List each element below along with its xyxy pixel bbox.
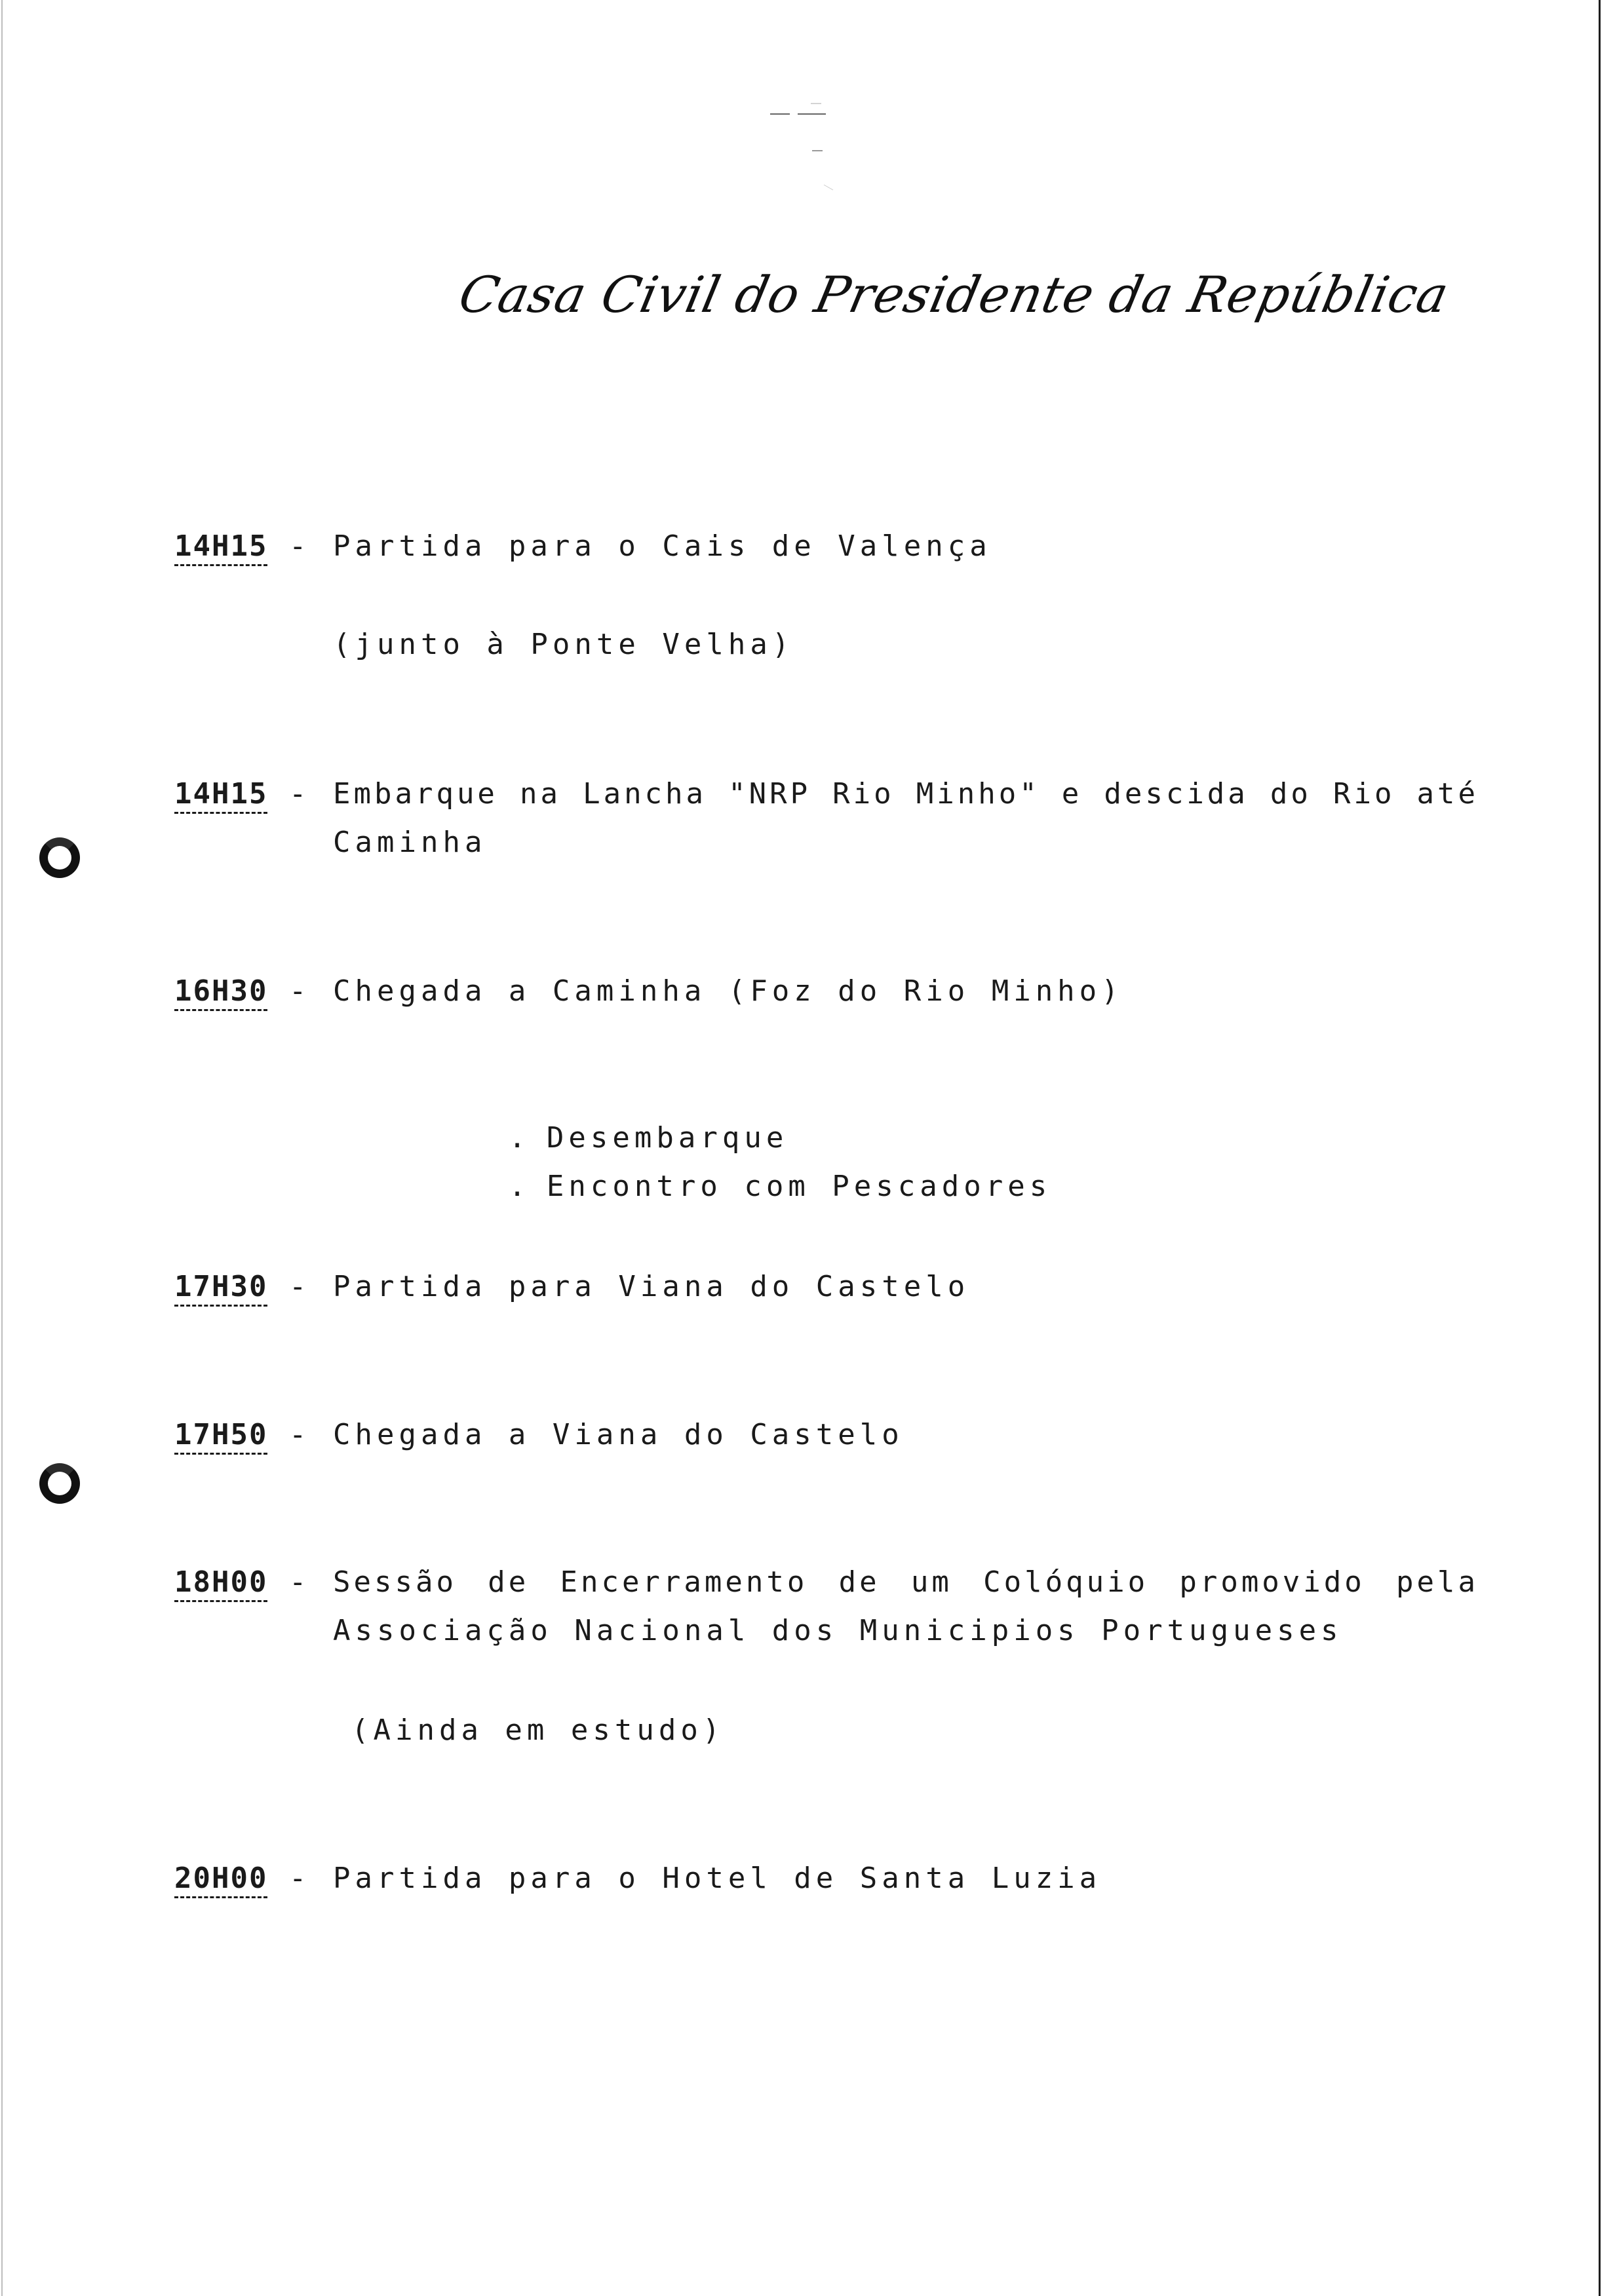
entry-time: 14H15 [174, 770, 267, 814]
letterhead-title: Casa Civil do Presidente da República [454, 265, 1454, 324]
scan-right-edge [1599, 0, 1601, 2296]
entry-description: Chegada a Caminha (Foz do Rio Minho) [333, 974, 1123, 1008]
punch-hole-icon [39, 837, 80, 878]
entry-time: 17H30 [174, 1263, 267, 1307]
bullet-text: Desembarque [546, 1121, 788, 1155]
entry-description-continued: Caminha [333, 826, 487, 859]
bullet-marker: . [508, 1170, 531, 1203]
entry-separator: - [289, 1418, 307, 1451]
entry-description: Sessão de Encerramento de um Colóquio promovido pela [333, 1565, 1479, 1599]
entry-separator: - [289, 974, 307, 1008]
entry-separator: - [289, 777, 307, 811]
entry-note: (Ainda em estudo) [351, 1713, 725, 1747]
entry-separator: - [289, 1862, 307, 1895]
scan-left-edge [1, 0, 3, 2296]
entry-description: Partida para o Cais de Valença [333, 529, 992, 563]
entry-description: Partida para o Hotel de Santa Luzia [333, 1862, 1102, 1895]
entry-time: 18H00 [174, 1558, 267, 1602]
punch-hole-icon [39, 1463, 80, 1504]
entry-note: (junto à Ponte Velha) [333, 628, 794, 661]
entry-description: Embarque na Lancha "NRP Rio Minho" e descida do Rio até [333, 777, 1479, 811]
entry-bullet [333, 1114, 1051, 1259]
entry-description: Chegada a Viana do Castelo [333, 1418, 904, 1451]
entry-description: Partida para Viana do Castelo [333, 1270, 970, 1303]
entry-time: 14H15 [174, 522, 267, 566]
entry-separator: - [289, 1270, 307, 1303]
entry-time: 20H00 [174, 1854, 267, 1898]
entry-separator: - [289, 1565, 307, 1599]
faint-header-marks [764, 98, 836, 197]
entry-time: 17H50 [174, 1411, 267, 1455]
bullet-marker: . [508, 1121, 531, 1155]
entry-separator: - [289, 529, 307, 563]
entry-description-continued: Associação Nacional dos Municipios Portugueses [333, 1614, 1343, 1647]
entry-time: 16H30 [174, 967, 267, 1011]
bullet-text: Encontro com Pescadores [546, 1170, 1052, 1203]
